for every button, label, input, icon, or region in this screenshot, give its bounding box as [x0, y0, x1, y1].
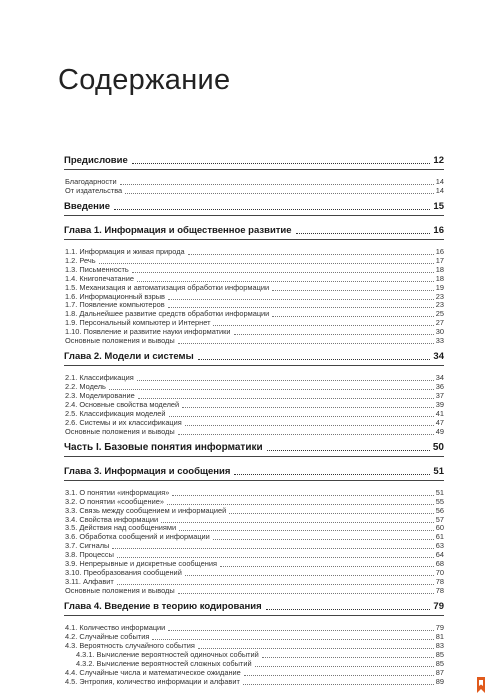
dot-leader [112, 548, 433, 549]
toc-item-label: 1.1. Информация и живая природа [65, 246, 185, 256]
dot-leader [272, 290, 434, 291]
toc-item-label: 3.4. Свойства информации [65, 514, 159, 524]
toc-heading[interactable] [64, 441, 444, 454]
toc-item-page: 78 [435, 577, 444, 587]
dot-leader [167, 504, 434, 505]
toc-heading-page: 34 [433, 351, 444, 363]
dot-leader [185, 425, 434, 426]
toc-item-page: 61 [435, 532, 444, 542]
toc-item-page: 14 [435, 176, 444, 186]
toc-item-label: 2.1. Классификация [65, 373, 134, 383]
dot-leader [114, 209, 430, 210]
dot-leader [213, 539, 434, 540]
page-title: Содержание [58, 64, 231, 96]
dot-leader [266, 609, 431, 610]
toc-item-list [64, 178, 444, 196]
toc-heading-label: Глава 1. Информация и общественное развитие [64, 224, 292, 236]
toc-heading[interactable] [64, 600, 444, 613]
toc-item-page: 70 [435, 568, 444, 578]
section-rule [64, 215, 444, 216]
dot-leader [213, 325, 433, 326]
toc-item-page: 51 [435, 487, 444, 497]
dot-leader [117, 557, 434, 558]
toc-item-list [64, 248, 444, 346]
dot-leader [198, 359, 431, 360]
toc-item-page: 14 [435, 185, 444, 195]
toc-item-label: 3.10. Преобразования сообщений [65, 568, 182, 578]
toc-item-page: 27 [435, 318, 444, 328]
dot-leader [188, 254, 434, 255]
toc-item-label: 4.5. Энтропия, количество информации и алфавит [65, 676, 240, 686]
dot-leader [178, 343, 434, 344]
toc-item-label: 1.8. Дальнейшее развитие средств обработки информации [65, 309, 270, 319]
dot-leader [182, 407, 434, 408]
toc-item-label: 2.4. Основные свойства моделей [65, 399, 180, 409]
dot-leader [117, 584, 434, 585]
dot-leader [244, 675, 434, 676]
toc-item-label: 2.5. Классификация моделей [65, 408, 166, 418]
toc-item-label: 2.2. Модель [65, 382, 106, 392]
toc-heading[interactable] [64, 350, 444, 363]
toc-item-label: 1.5. Механизация и автоматизация обработки информации [65, 282, 270, 292]
toc-item-label: Основные положения и выводы [65, 586, 175, 596]
toc-item-label: 3.11. Алфавит [65, 577, 114, 587]
toc-item-page: 19 [435, 282, 444, 292]
dot-leader [229, 513, 434, 514]
toc-item-label: 4.4. Случайные числа и математическое ожидание [65, 667, 241, 677]
toc-item-label: Основные положения и выводы [65, 426, 175, 436]
toc-item-page: 56 [435, 505, 444, 515]
toc-item-label: 3.3. Связь между сообщением и информацией [65, 505, 227, 515]
toc-item-page: 23 [435, 300, 444, 310]
toc-item-page: 55 [435, 496, 444, 506]
dot-leader [178, 434, 434, 435]
toc-item-label: 4.3.1. Вычисление вероятностей одиночных событий [76, 649, 259, 659]
toc-item-page: 60 [435, 523, 444, 533]
toc-item-page: 16 [435, 246, 444, 256]
toc-item-page: 36 [435, 382, 444, 392]
toc-item[interactable] [64, 248, 444, 257]
toc-item[interactable] [64, 542, 444, 551]
dot-leader [99, 263, 434, 264]
toc-item-page: 87 [435, 667, 444, 677]
toc-item-page: 78 [435, 586, 444, 596]
toc-item-label: 4.1. Количество информации [65, 622, 166, 632]
toc-item-list [64, 489, 444, 596]
toc-item-page: 81 [435, 631, 444, 641]
section-rule [64, 365, 444, 366]
toc-item[interactable] [64, 587, 444, 596]
toc-heading-label: Предисловие [64, 155, 128, 166]
dot-leader [267, 450, 430, 451]
dot-leader [132, 163, 431, 164]
dot-leader [137, 281, 434, 282]
dot-leader [185, 575, 434, 576]
toc-item-label: 3.8. Процессы [65, 550, 114, 560]
dot-leader [234, 334, 434, 335]
toc-item-label: 3.7. Сигналы [65, 541, 110, 551]
toc-item[interactable] [64, 678, 444, 687]
toc-item[interactable] [64, 569, 444, 578]
toc-item-page: 64 [435, 550, 444, 560]
toc-heading[interactable] [64, 154, 444, 167]
dot-leader [152, 639, 433, 640]
toc-heading-label: Глава 2. Модели и системы [64, 351, 194, 363]
toc-item-label: 3.6. Обработка сообщений и информации [65, 532, 210, 542]
dot-leader [255, 666, 434, 667]
toc-item-label: 3.2. О понятии «сообщение» [65, 496, 164, 506]
toc-item-page: 63 [435, 541, 444, 551]
toc-heading-page: 50 [432, 441, 444, 453]
toc-item[interactable] [64, 337, 444, 346]
toc-heading-page: 16 [433, 224, 444, 236]
toc-item-label: 1.10. Появление и развитие науки информатики [65, 327, 231, 337]
toc-item-label: 4.3. Вероятность случайного события [65, 640, 195, 650]
dot-leader [296, 233, 431, 234]
dot-leader [168, 299, 434, 300]
dot-leader [132, 272, 434, 273]
toc-item-label: 4.2. Случайные события [65, 631, 150, 641]
toc-item-label: 2.3. Моделирование [65, 391, 135, 401]
toc-heading[interactable] [64, 200, 444, 213]
toc-item-label: 1.2. Речь [65, 255, 96, 265]
toc-item-label: 1.3. Письменность [65, 264, 129, 274]
toc-item-page: 79 [435, 622, 444, 632]
toc-item-label: Благодарности [65, 176, 117, 186]
toc-item-page: 25 [435, 309, 444, 319]
dot-leader [169, 416, 434, 417]
toc-item-page: 49 [435, 426, 444, 436]
dot-leader [125, 193, 434, 194]
dot-leader [120, 184, 434, 185]
toc-item-page: 85 [435, 658, 444, 668]
toc-item-list [64, 624, 444, 687]
dot-leader [161, 522, 434, 523]
dot-leader [198, 648, 434, 649]
toc-heading-label: Глава 3. Информация и сообщения [64, 465, 231, 477]
dot-leader [234, 474, 430, 475]
toc-item-label: 1.7. Появление компьютеров [65, 300, 165, 310]
toc-item-label: 1.4. Книгопечатание [65, 273, 134, 283]
dot-leader [138, 398, 434, 399]
toc-heading[interactable] [64, 465, 444, 478]
toc-item-page: 18 [435, 273, 444, 283]
toc-item-page: 83 [435, 640, 444, 650]
toc-item-page: 41 [435, 408, 444, 418]
toc-heading[interactable] [64, 224, 444, 237]
toc-heading-page: 12 [433, 155, 444, 166]
toc-item-page: 30 [435, 327, 444, 337]
toc-item[interactable] [64, 428, 444, 437]
dot-leader [220, 566, 434, 567]
toc-item-label: 3.9. Непрерывные и дискретные сообщения [65, 559, 217, 569]
dot-leader [168, 630, 433, 631]
table-of-contents [64, 154, 444, 691]
dot-leader [168, 307, 434, 308]
toc-item[interactable] [64, 374, 444, 383]
toc-item-label: Основные положения и выводы [65, 336, 175, 346]
section-rule [64, 480, 444, 481]
toc-item-page: 18 [435, 264, 444, 274]
toc-item[interactable] [64, 187, 444, 196]
dot-leader [137, 380, 434, 381]
section-rule [64, 615, 444, 616]
toc-item-label: 3.1. О понятии «информация» [65, 487, 170, 497]
section-rule [64, 239, 444, 240]
toc-item-page: 39 [435, 399, 444, 409]
toc-item-page: 37 [435, 391, 444, 401]
dot-leader [109, 389, 434, 390]
toc-item-label: От издательства [65, 185, 123, 195]
section-rule [64, 456, 444, 457]
toc-item-page: 34 [435, 373, 444, 383]
toc-item-label: 1.6. Информационный взрыв [65, 291, 165, 301]
toc-heading-page: 15 [433, 200, 444, 212]
toc-item-label: 2.6. Системы и их классификация [65, 417, 182, 427]
toc-heading-page: 51 [433, 465, 444, 477]
toc-item-label: 3.5. Действия над сообщениями [65, 523, 177, 533]
dot-leader [262, 657, 434, 658]
toc-item-page: 85 [435, 649, 444, 659]
toc-heading-label: Введение [64, 200, 111, 212]
toc-item-page: 33 [435, 336, 444, 346]
toc-item-page: 23 [435, 291, 444, 301]
dot-leader [172, 495, 433, 496]
toc-item[interactable] [64, 533, 444, 542]
dot-leader [272, 316, 433, 317]
toc-item-page: 57 [435, 514, 444, 524]
dot-leader [179, 530, 434, 531]
toc-heading-page: 79 [433, 601, 444, 612]
toc-item-label: 4.3.2. Вычисление вероятностей сложных событий [76, 658, 252, 668]
section-rule [64, 169, 444, 170]
publisher-logo-icon [474, 676, 488, 694]
toc-item-page: 17 [435, 255, 444, 265]
dot-leader [178, 593, 434, 594]
toc-item-list [64, 374, 444, 437]
toc-heading-label: Часть I. Базовые понятия информатики [64, 441, 263, 453]
dot-leader [243, 684, 434, 685]
toc-item-page: 47 [435, 417, 444, 427]
toc-item-page: 89 [435, 676, 444, 686]
toc-item-page: 68 [435, 559, 444, 569]
toc-item-label: 1.9. Персональный компьютер и Интернет [65, 318, 211, 328]
toc-heading-label: Глава 4. Введение в теорию кодирования [64, 601, 262, 612]
